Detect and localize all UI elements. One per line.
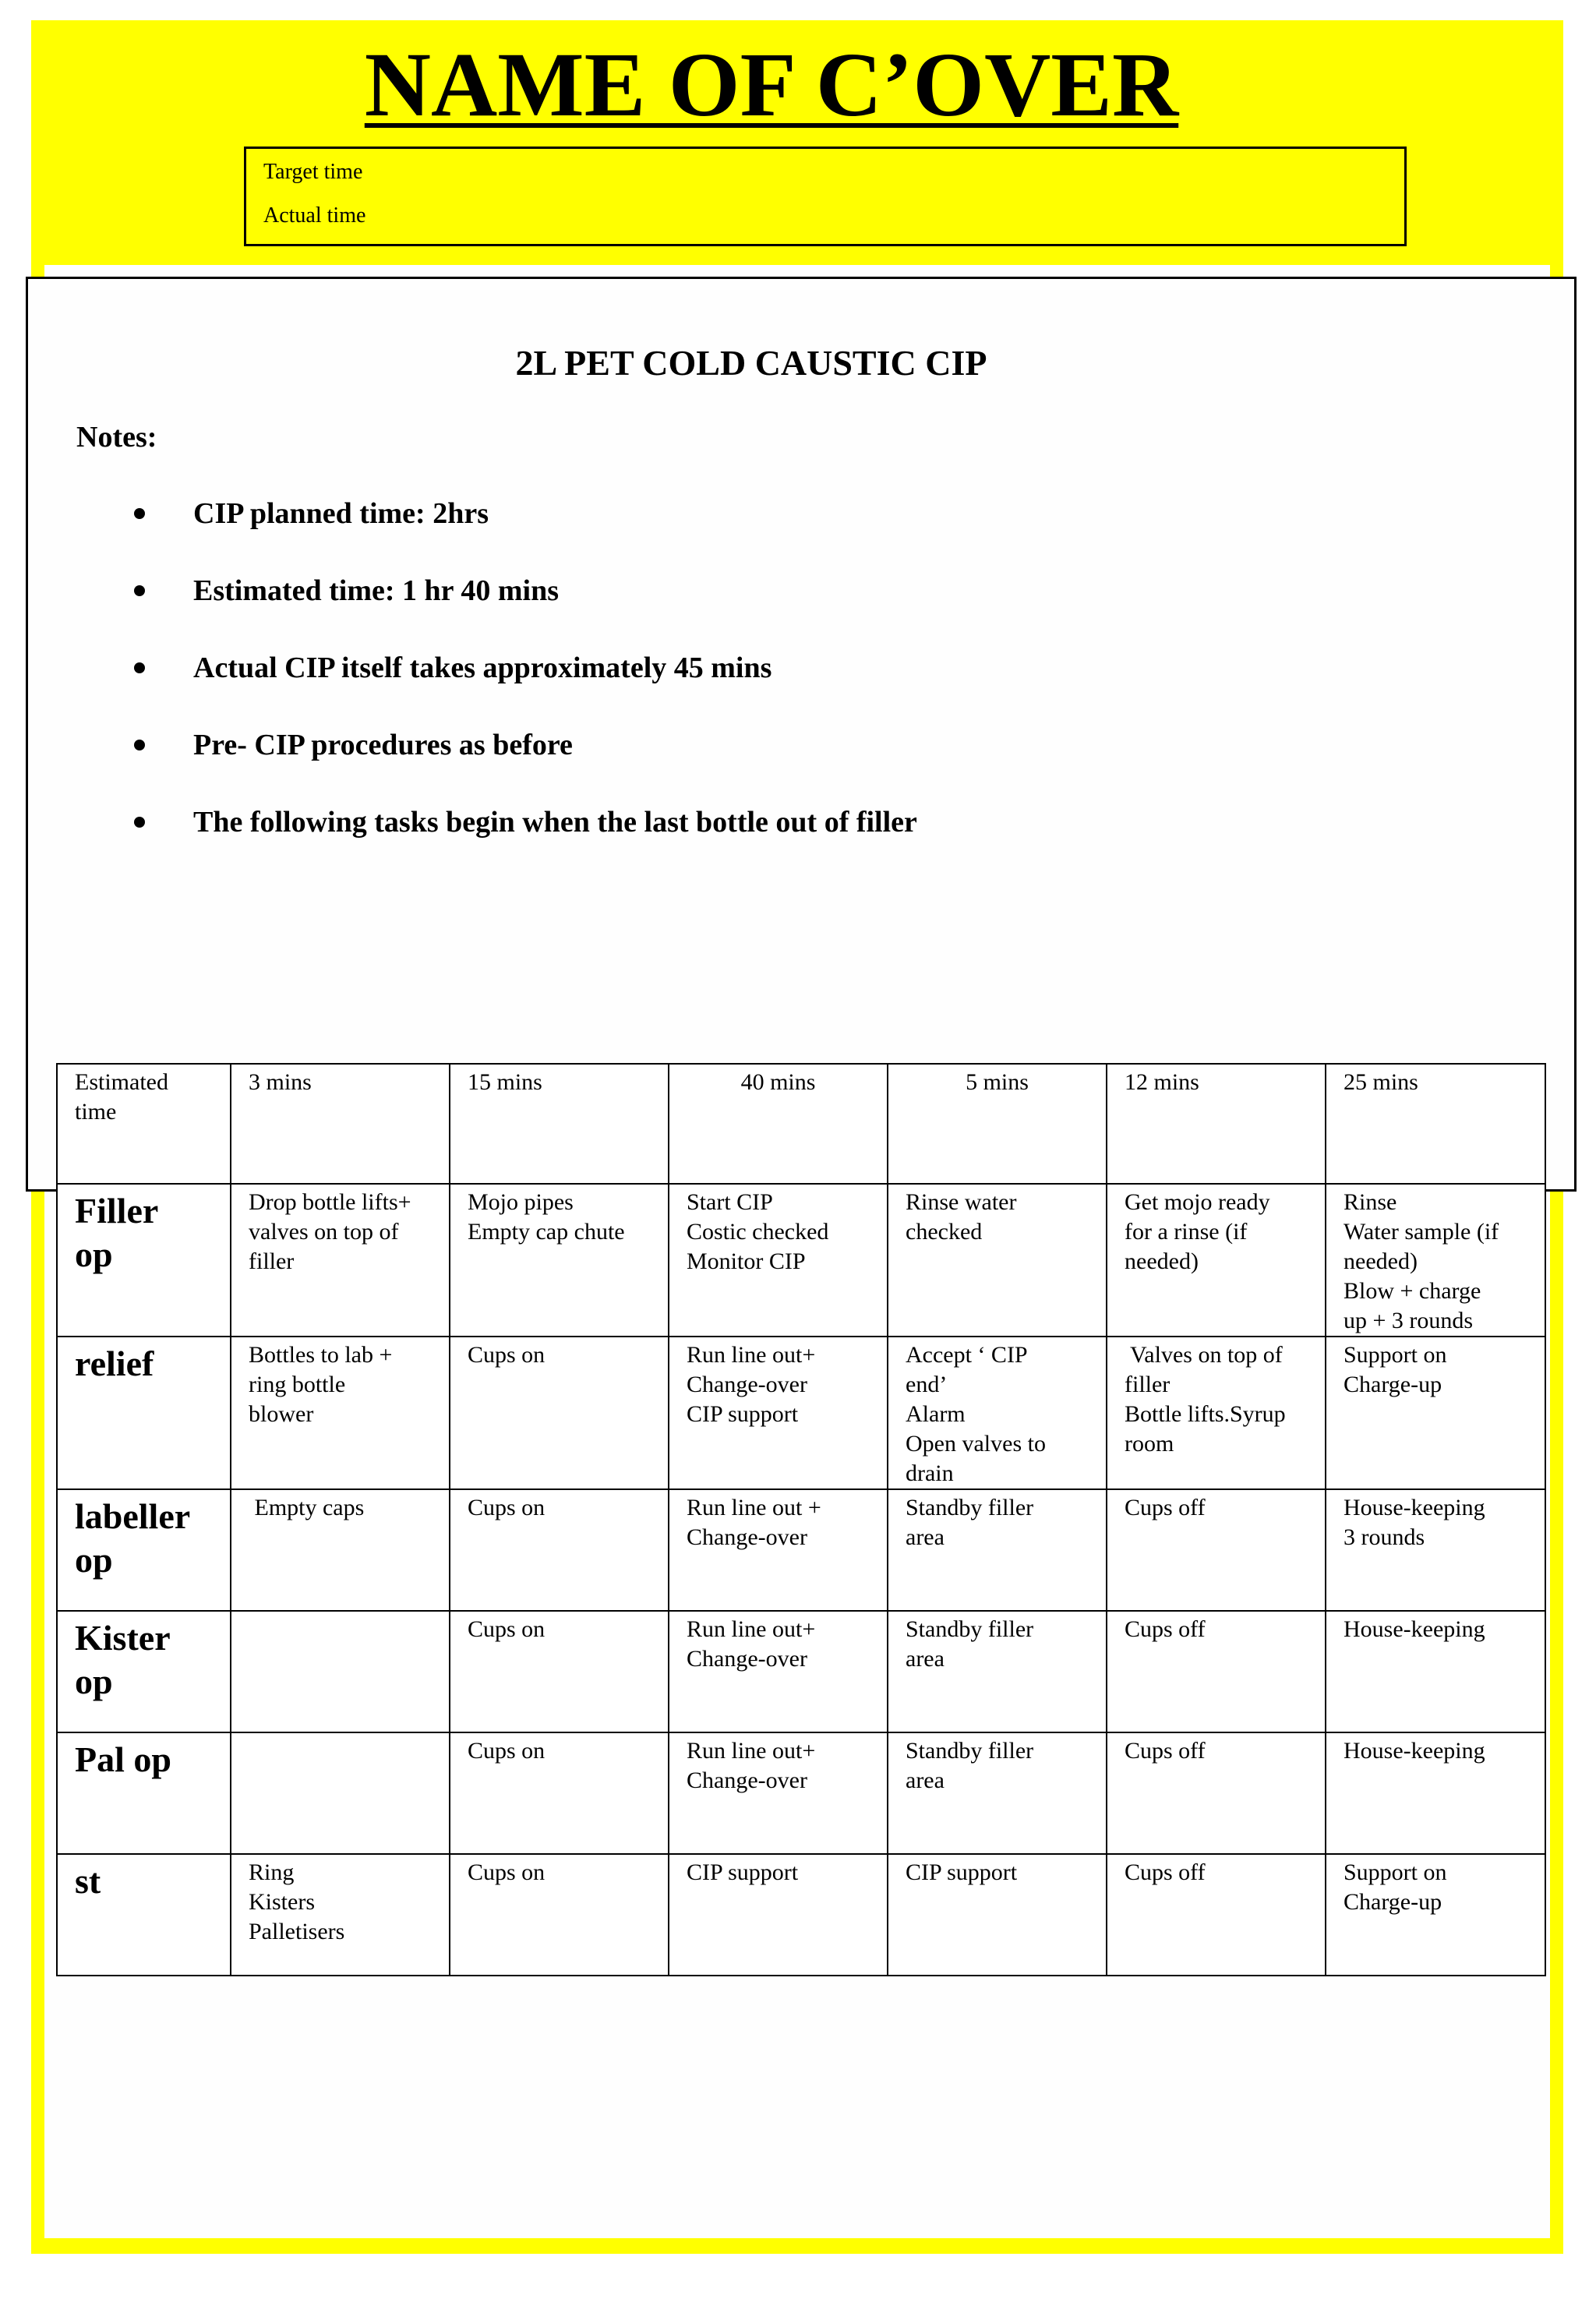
role-line: Pal op — [75, 1739, 171, 1779]
task-line: Charge-up — [1344, 1889, 1442, 1915]
task-line: Cups off — [1125, 1859, 1206, 1885]
task-line: Monitor CIP — [687, 1248, 806, 1274]
role-line: st — [75, 1861, 101, 1901]
task-line: Standby filler — [906, 1616, 1034, 1642]
task-line: Alarm — [906, 1401, 966, 1427]
task-cell — [1107, 1184, 1326, 1337]
task-cell — [669, 1337, 888, 1489]
task-cell — [1326, 1337, 1545, 1489]
time-header-cell: 3 mins — [231, 1064, 450, 1184]
task-line: ring bottle — [249, 1372, 346, 1397]
task-line: House-keeping — [1344, 1495, 1485, 1520]
task-cell — [888, 1184, 1107, 1337]
task-line: area — [906, 1767, 945, 1793]
task-cell — [450, 1489, 669, 1611]
note-item — [28, 496, 1509, 573]
task-cell — [231, 1489, 450, 1611]
task-line: Accept ‘ CIP — [906, 1342, 1028, 1368]
task-line: Drop bottle lifts+ — [249, 1189, 411, 1215]
header-label-line: time — [75, 1099, 117, 1125]
role-cell — [57, 1489, 231, 1611]
task-line: Get mojo ready — [1125, 1189, 1270, 1215]
task-line: Support on — [1344, 1342, 1447, 1368]
task-line: Bottle lifts.Syrup — [1125, 1401, 1286, 1427]
task-line: Charge-up — [1344, 1372, 1442, 1397]
task-line: Empty caps — [249, 1495, 365, 1520]
task-line: blower — [249, 1401, 314, 1427]
task-line: Change-over — [687, 1524, 807, 1550]
task-cell — [1107, 1854, 1326, 1976]
role-line: op — [75, 1540, 113, 1580]
task-line: Bottles to lab + — [249, 1342, 393, 1368]
bullet-icon — [134, 662, 145, 673]
task-line: Ring — [249, 1859, 295, 1885]
task-line: for a rinse (if — [1125, 1219, 1248, 1245]
task-cell — [1326, 1732, 1545, 1854]
task-line: Open valves to — [906, 1431, 1046, 1457]
table-row — [57, 1184, 1545, 1337]
task-line: checked — [906, 1219, 983, 1245]
document-subtitle: 2L PET COLD CAUSTIC CIP — [515, 343, 987, 383]
table-row — [57, 1489, 1545, 1611]
task-line: Run line out + — [687, 1495, 821, 1520]
task-cell — [669, 1184, 888, 1337]
task-line: Change-over — [687, 1646, 807, 1672]
task-line: Run line out+ — [687, 1616, 816, 1642]
task-line: CIP support — [687, 1401, 799, 1427]
target-time-label: Target time — [263, 160, 363, 184]
task-line: Valves on top of — [1125, 1342, 1283, 1368]
task-line: House-keeping — [1344, 1738, 1485, 1764]
task-cell — [888, 1854, 1107, 1976]
task-cell — [231, 1732, 450, 1854]
task-line: Run line out+ — [687, 1342, 816, 1368]
task-line: room — [1125, 1431, 1174, 1457]
time-header-cell: 40 mins — [669, 1064, 888, 1184]
role-cell — [57, 1337, 231, 1489]
task-cell — [888, 1611, 1107, 1732]
schedule-table — [56, 1063, 1546, 1976]
note-text: The following tasks begin when the last bottle out of filler — [193, 806, 917, 839]
role-line: op — [75, 1662, 113, 1701]
role-line: Kister — [75, 1618, 171, 1658]
task-cell — [888, 1732, 1107, 1854]
role-line: relief — [75, 1344, 154, 1383]
role-cell — [57, 1184, 231, 1337]
task-line: Standby filler — [906, 1738, 1034, 1764]
table-header-row — [57, 1064, 1545, 1184]
task-line: Cups on — [468, 1495, 546, 1520]
header-label-line: Estimated — [75, 1069, 168, 1095]
task-line: Standby filler — [906, 1495, 1034, 1520]
note-text: Pre- CIP procedures as before — [193, 729, 573, 761]
bullet-icon — [134, 817, 145, 828]
bullet-icon — [134, 508, 145, 519]
task-cell — [450, 1611, 669, 1732]
role-line: labeller — [75, 1496, 191, 1536]
bullet-icon — [134, 740, 145, 750]
content-box — [26, 277, 1577, 1192]
time-header-cell: 5 mins — [888, 1064, 1107, 1184]
task-line: Mojo pipes — [468, 1189, 574, 1215]
task-line: 3 rounds — [1344, 1524, 1425, 1550]
task-line: Cups off — [1125, 1495, 1206, 1520]
role-cell — [57, 1611, 231, 1732]
task-line: CIP support — [906, 1859, 1018, 1885]
table-row — [57, 1611, 1545, 1732]
task-cell — [450, 1337, 669, 1489]
task-line: Run line out+ — [687, 1738, 816, 1764]
task-line: area — [906, 1646, 945, 1672]
task-line: valves on top of — [249, 1219, 399, 1245]
task-line: CIP support — [687, 1859, 799, 1885]
task-line: up + 3 rounds — [1344, 1308, 1474, 1333]
role-line: op — [75, 1234, 113, 1274]
task-cell — [888, 1489, 1107, 1611]
table-row — [57, 1854, 1545, 1976]
role-cell — [57, 1854, 231, 1976]
task-cell — [1107, 1611, 1326, 1732]
notes-list — [28, 496, 1509, 881]
task-cell — [1107, 1732, 1326, 1854]
task-line: filler — [249, 1248, 295, 1274]
task-line: Cups off — [1125, 1616, 1206, 1642]
task-cell — [231, 1854, 450, 1976]
task-line: Water sample (if — [1344, 1219, 1499, 1245]
estimated-time-header — [57, 1064, 231, 1184]
task-line: needed) — [1344, 1248, 1418, 1274]
task-cell — [1107, 1489, 1326, 1611]
task-cell — [450, 1732, 669, 1854]
task-line: Rinse — [1344, 1189, 1397, 1215]
task-line: Costic checked — [687, 1219, 829, 1245]
task-line: Empty cap chute — [468, 1219, 625, 1245]
task-cell — [1326, 1611, 1545, 1732]
task-cell — [888, 1337, 1107, 1489]
task-line: Cups off — [1125, 1738, 1206, 1764]
task-cell — [669, 1611, 888, 1732]
notes-label: Notes: — [76, 421, 157, 454]
task-cell — [231, 1337, 450, 1489]
task-line: Start CIP — [687, 1189, 773, 1215]
task-cell — [1326, 1184, 1545, 1337]
note-item — [28, 727, 1509, 804]
task-cell — [450, 1184, 669, 1337]
task-line: Cups on — [468, 1616, 546, 1642]
task-line: Cups on — [468, 1342, 546, 1368]
task-line: Support on — [1344, 1859, 1447, 1885]
table-row — [57, 1337, 1545, 1489]
time-header-cell: 12 mins — [1107, 1064, 1326, 1184]
task-line: drain — [906, 1460, 954, 1486]
note-text: CIP planned time: 2hrs — [193, 497, 489, 530]
task-line: Blow + charge — [1344, 1278, 1481, 1304]
task-line: Cups on — [468, 1738, 546, 1764]
table-row — [57, 1732, 1545, 1854]
task-line: House-keeping — [1344, 1616, 1485, 1642]
note-item — [28, 573, 1509, 650]
role-cell — [57, 1732, 231, 1854]
task-cell — [1326, 1854, 1545, 1976]
task-line: Change-over — [687, 1767, 807, 1793]
time-header-cell: 15 mins — [450, 1064, 669, 1184]
time-box — [244, 147, 1407, 246]
task-line: Cups on — [468, 1859, 546, 1885]
note-text: Actual CIP itself takes approximately 45 mins — [193, 652, 772, 684]
role-line: Filler — [75, 1191, 159, 1231]
task-line: Palletisers — [249, 1919, 345, 1944]
task-line: end’ — [906, 1372, 948, 1397]
time-header-cell: 25 mins — [1326, 1064, 1545, 1184]
task-line: Rinse water — [906, 1189, 1017, 1215]
task-cell — [1107, 1337, 1326, 1489]
bullet-icon — [134, 585, 145, 596]
task-cell — [669, 1854, 888, 1976]
task-line: needed) — [1125, 1248, 1199, 1274]
task-cell — [669, 1489, 888, 1611]
task-line: area — [906, 1524, 945, 1550]
task-line: Kisters — [249, 1889, 315, 1915]
task-line: Change-over — [687, 1372, 807, 1397]
note-text: Estimated time: 1 hr 40 mins — [193, 574, 559, 607]
task-cell — [231, 1184, 450, 1337]
task-cell — [450, 1854, 669, 1976]
task-cell — [669, 1732, 888, 1854]
task-cell — [231, 1611, 450, 1732]
task-line: filler — [1125, 1372, 1171, 1397]
task-cell — [1326, 1489, 1545, 1611]
note-item — [28, 804, 1509, 881]
note-item — [28, 650, 1509, 727]
actual-time-label: Actual time — [263, 203, 366, 228]
page-title: NAME OF C’OVER — [364, 34, 1179, 136]
